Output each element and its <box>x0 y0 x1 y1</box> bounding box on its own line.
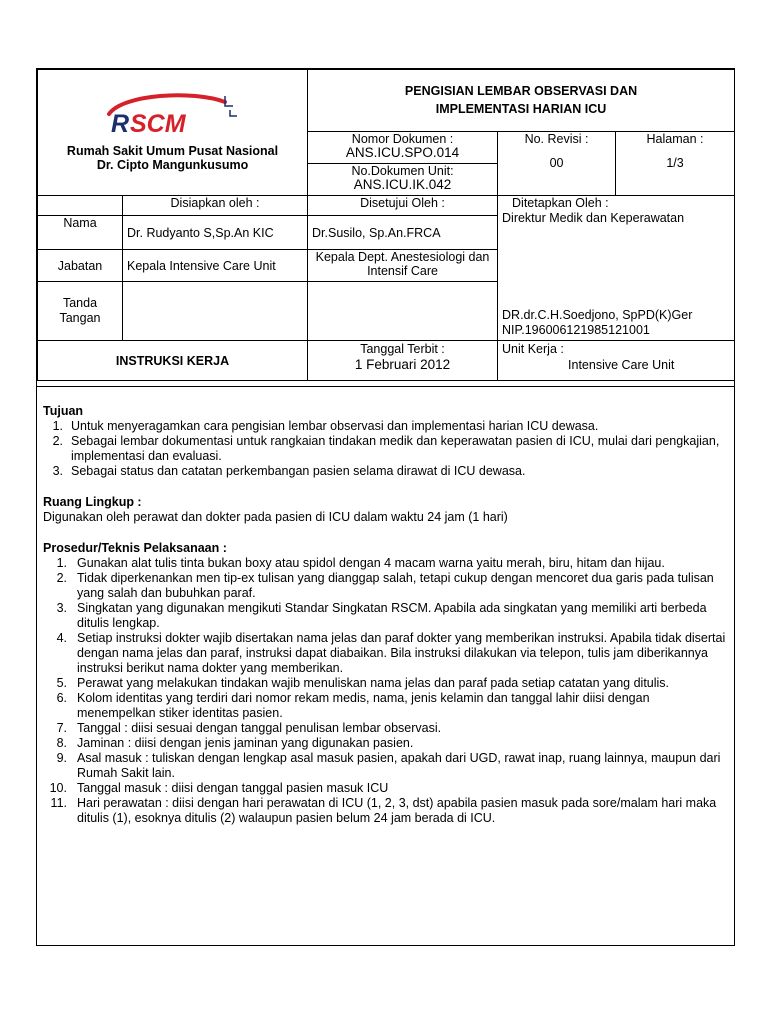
prosedur-list <box>43 556 727 826</box>
nama-disetujui: Dr.Susilo, Sp.An.FRCA <box>308 216 498 250</box>
list-item: 6. Kolom identitas yang terdiri dari nomor rekam medis, nama, jenis kelamin dan tanggal lahir diisi dengan menempelkan stiker identitas pasien. <box>56 691 650 720</box>
jabatan-disiapkan: Kepala Intensive Care Unit <box>123 250 308 282</box>
svg-text:R: R <box>110 110 129 136</box>
list-item: 3. Sebagai status dan catatan perkembangan pasien selama dirawat di ICU dewasa. <box>52 464 526 478</box>
rscm-logo <box>103 92 243 136</box>
jabatan-label: Jabatan <box>38 250 123 282</box>
disiapkan-label: Disiapkan oleh : <box>123 196 308 216</box>
ruang-lingkup-heading: Ruang Lingkup : <box>43 495 142 509</box>
list-item: 5. Perawat yang melakukan tindakan wajib menuliskan nama jelas dan paraf pada setiap catatan yang ditulis. <box>56 676 670 690</box>
document-body <box>43 404 727 826</box>
list-item: 7. Tanggal : diisi sesuai dengan tanggal penulisan lembar observasi. <box>56 721 442 735</box>
hospital-name-line2: Dr. Cipto Mangunkusumo <box>96 158 249 172</box>
list-item: 1. Gunakan alat tulis tinta bukan boxy atau spidol dengan 4 macam warna yaitu merah, biru, hitam dan hijau. <box>56 556 665 570</box>
ditetapkan-nama: DR.dr.C.H.Soedjono, SpPD(K)Ger <box>502 308 693 322</box>
tanda-tangan-disiapkan <box>123 282 308 341</box>
list-item: 1. Untuk menyeragamkan cara pengisian lembar observasi dan implementasi harian ICU dewasa. <box>52 419 599 433</box>
list-item: 4. Setiap instruksi dokter wajib disertakan nama jelas dan paraf dokter yang memberikan instruksi. Apabila tidak disertai dengan nama jelas dan paraf, instruksi dapat diabaikan. Bila instruksi dilakukan via telepon, tulis jam diberikannya instruksi berikut nama dokter yang memberikan. <box>56 631 726 675</box>
instruksi-kerja-label: INSTRUKSI KERJA <box>38 341 308 381</box>
list-item: 8. Jaminan : diisi dengan jenis jaminan yang digunakan pasien. <box>56 736 414 750</box>
list-item: 3. Singkatan yang digunakan mengikuti Standar Singkatan RSCM. Apabila ada singkatan yang memiliki arti berbeda ditulis lengkap. <box>56 601 707 630</box>
disetujui-label: Disetujui Oleh : <box>308 196 498 216</box>
halaman-cell: Halaman : 1/3 <box>616 132 735 196</box>
document-header-table <box>37 69 735 381</box>
blank-cell <box>38 196 123 216</box>
list-item: 10. Tanggal masuk : diisi dengan tanggal pasien masuk ICU <box>49 781 389 795</box>
list-item: 9. Asal masuk : tuliskan dengan lengkap asal masuk pasien, apakah dari UGD, rawat inap, ruang lainnya, maupun dari Rumah Sakit lain. <box>56 751 721 780</box>
ditetapkan-cell: Ditetapkan Oleh : Direktur Medik dan Keperawatan DR.dr.C.H.Soedjono, SpPD(K)Ger NIP.196006121985121001 <box>498 196 735 341</box>
header-divider <box>37 386 734 387</box>
ditetapkan-nip: NIP.196006121985121001 <box>502 323 650 337</box>
tanda-tangan-label: Tanda Tangan <box>38 282 123 341</box>
hospital-name-line1: Rumah Sakit Umum Pusat Nasional <box>66 144 279 158</box>
no-revisi-cell: No. Revisi : 00 <box>498 132 616 196</box>
list-item: 2. Tidak diperkenankan men tip-ex tulisan yang dianggap salah, tetapi cukup dengan mencoret dua garis pada tulisan yang salah dan bubuhkan paraf. <box>56 571 714 600</box>
document-frame <box>36 68 735 946</box>
tanggal-terbit-cell: Tanggal Terbit : 1 Februari 2012 <box>308 341 498 381</box>
document-title: PENGISIAN LEMBAR OBSERVASI DAN IMPLEMENTASI HARIAN ICU <box>308 70 735 132</box>
nomor-dokumen-cell: Nomor Dokumen : ANS.ICU.SPO.014 <box>308 132 498 164</box>
nama-label: Nama <box>38 216 123 250</box>
tanda-tangan-disetujui <box>308 282 498 341</box>
prosedur-heading: Prosedur/Teknis Pelaksanaan : <box>43 541 227 555</box>
list-item: 2. Sebagai lembar dokumentasi untuk rangkaian tindakan medik dan keperawatan pasien di ICU, mulai dari pengkajian, implementasi dan evaluasi. <box>52 434 720 463</box>
tujuan-list <box>43 419 727 479</box>
ruang-lingkup-text: Digunakan oleh perawat dan dokter pada pasien di ICU dalam waktu 24 jam (1 hari) <box>43 510 508 524</box>
list-item: 11. Hari perawatan : diisi dengan hari perawatan di ICU (1, 2, 3, dst) apabila pasien masuk pada sore/malam hari maka ditulis (1), esoknya ditulis (2) walaupun pasien belum 24 jam berada di ICU. <box>50 796 717 825</box>
svg-text:SCM: SCM <box>129 110 186 136</box>
no-dokumen-unit-cell: No.Dokumen Unit: ANS.ICU.IK.042 <box>308 164 498 196</box>
unit-kerja-cell: Unit Kerja : Intensive Care Unit <box>498 341 735 381</box>
tujuan-heading: Tujuan <box>43 404 84 418</box>
hospital-cell <box>38 70 308 196</box>
nama-disiapkan: Dr. Rudyanto S,Sp.An KIC <box>123 216 308 250</box>
jabatan-disetujui: Kepala Dept. Anestesiologi dan Intensif Care <box>308 250 498 282</box>
